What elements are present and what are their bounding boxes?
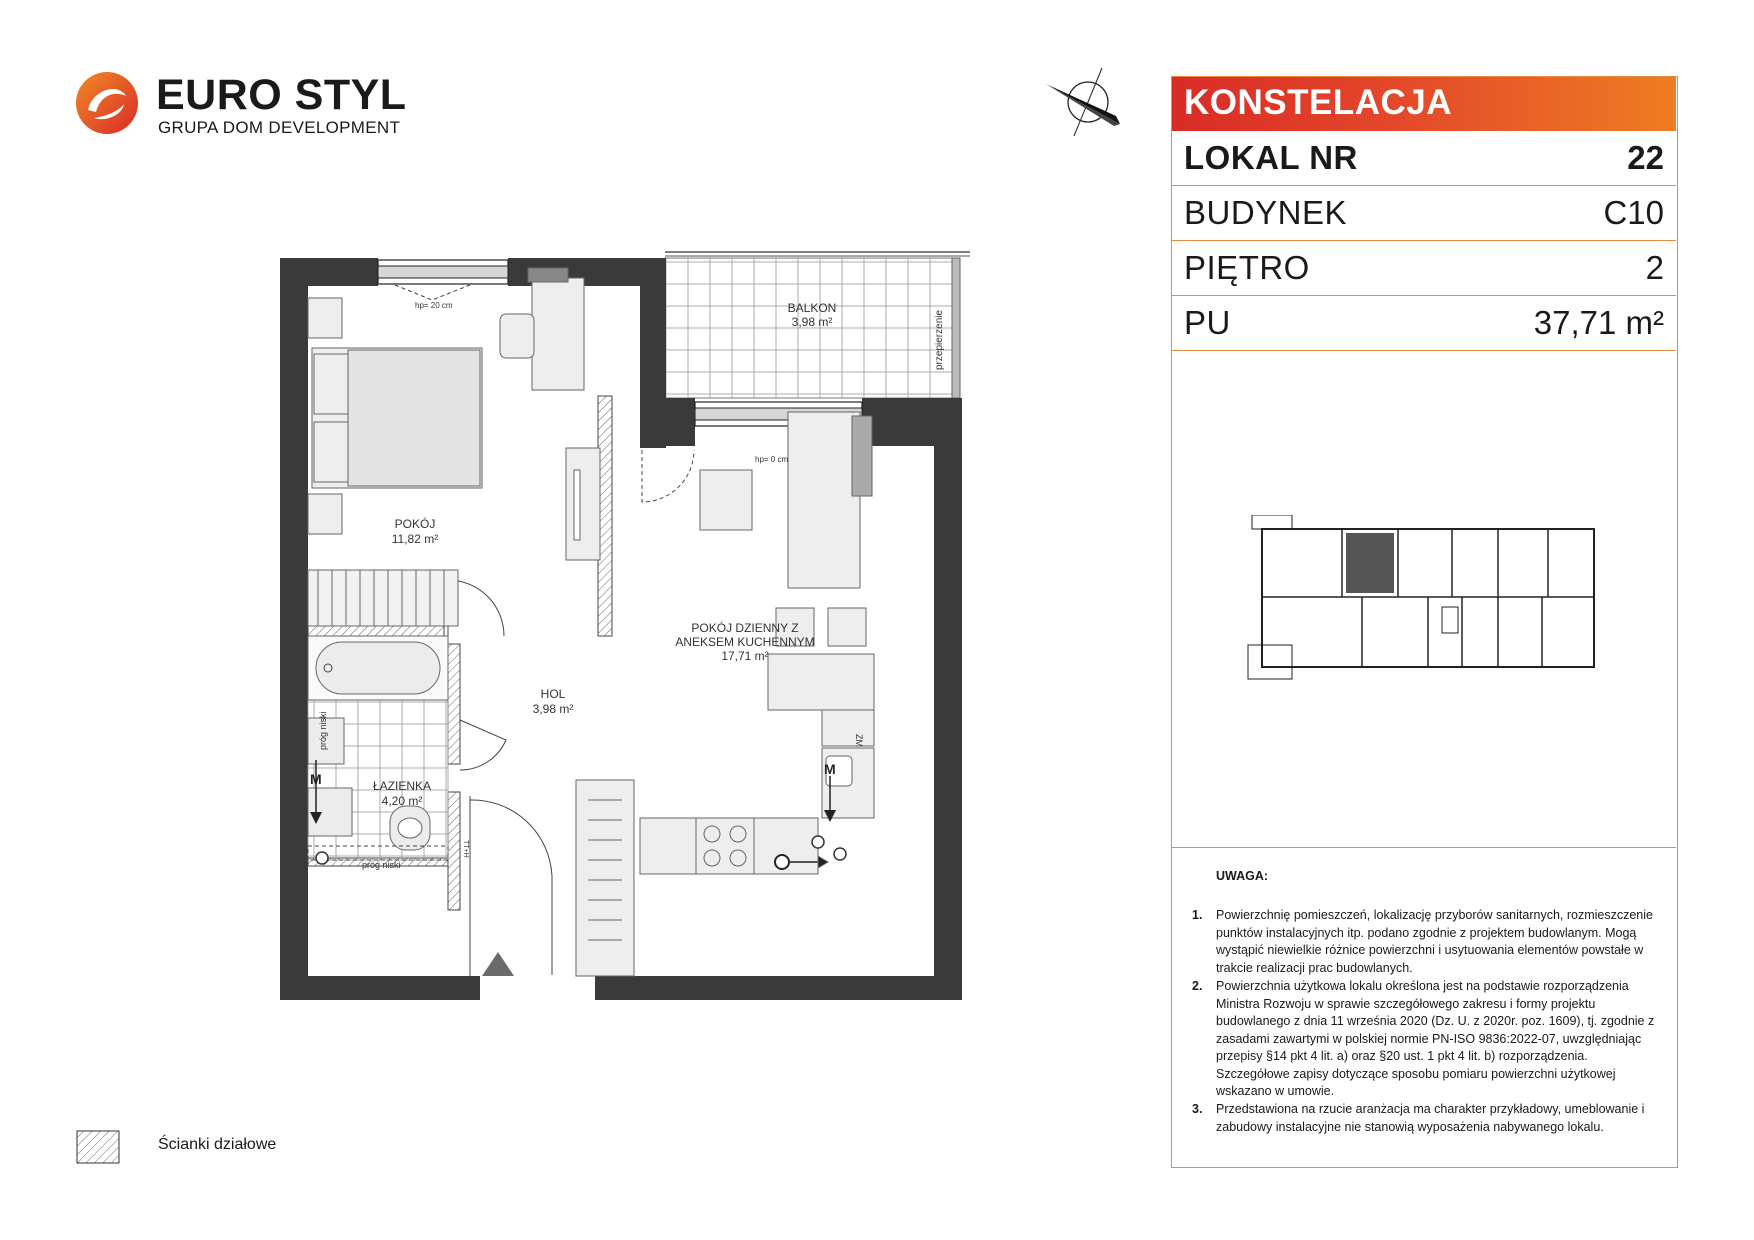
hp-annotation-1: hp= 20 cm (415, 301, 453, 310)
note-2-num: 2. (1192, 979, 1203, 993)
lazienka-area: 4,20 m² (381, 794, 423, 808)
eurostyl-logo-icon (74, 70, 140, 136)
row-budynek (1172, 186, 1676, 241)
balkon-name: BALKON (787, 301, 837, 315)
przepierzenie-label: przepierzenie (934, 309, 945, 370)
prog-label-1: próg niski (318, 711, 328, 750)
zm-label: ZM (854, 734, 864, 747)
row-pu (1172, 296, 1676, 351)
row-pu-value: 37,71 m² (1533, 304, 1664, 341)
row-pu-label: PU (1184, 304, 1231, 341)
info-panel (1171, 76, 1678, 1168)
pokoj-name: POKÓJ (394, 517, 436, 531)
note-2-text: Powierzchnia użytkowa lokalu określona jest na podstawie rozporządzenia Ministra Rozwoju w sprawie szczegółowego zakresu i formy projektu budowlanego z dnia 11 września 2020 (Dz. U. z 2020r. poz. 1609), tj. zgodnie z zasadami zawartymi w polskiej normie PN-ISO 9836:2022-07, uwzględniając przepisy §14 pkt 4 lit. a) oraz §20 ust. 1 pkt 4 lit. b) rozporządzenia. Szczegółowe zapisy dotyczące sposobu pomiaru powierzchni użytkowej wskazano w umowie. (1216, 979, 1655, 1098)
note-2 (1192, 978, 1656, 1101)
row-pietro (1172, 241, 1676, 296)
project-header (1172, 77, 1676, 131)
brand-logo (74, 70, 407, 142)
living-furniture (576, 412, 874, 976)
dzienny-line1: POKÓJ DZIENNY Z (691, 621, 799, 635)
meter-label-1: M (310, 771, 322, 787)
brand-name: EURO STYL (156, 71, 407, 119)
ttl-label: TT+H (462, 840, 469, 858)
pokoj-area: 11,82 m² (391, 532, 439, 546)
notes-title: UWAGA: (1216, 869, 1269, 883)
hp-annotation-2: hp= 0 cm (755, 455, 789, 464)
brand-subtitle: GRUPA DOM DEVELOPMENT (158, 118, 401, 137)
note-1-text: Powierzchnię pomieszczeń, lokalizację przyborów sanitarnych, rozmieszczenie punktów instalacyjnych itp. podano zgodnie z projektem budowlanym. Mogą wystąpić niewielkie różnice powierzchni i usytuowania elementów powstałe w trakcie realizacji prac budowlanych. (1216, 908, 1653, 975)
entrance-arrow-icon (482, 952, 514, 976)
north-arrow-icon (1044, 66, 1132, 140)
floor-plan (270, 240, 980, 1010)
dzienny-area: 17,71 m² (721, 649, 769, 663)
hol-area: 3,98 m² (532, 702, 574, 716)
note-3 (1192, 1101, 1656, 1136)
row-budynek-label: BUDYNEK (1184, 194, 1348, 231)
partition-legend-icon (76, 1130, 120, 1164)
row-lokal-value: 22 (1627, 139, 1664, 176)
building-key-plan (1242, 515, 1612, 687)
dzienny-line2: ANEKSEM KUCHENNYM (675, 635, 815, 649)
notes-divider (1172, 847, 1676, 848)
note-3-text: Przedstawiona na rzucie aranżacja ma charakter przykładowy, umeblowanie i zabudowy instalacyjne nie stanowią wyposażenia nabywanego lokalu. (1216, 1102, 1645, 1134)
prog-label-2: próg niski (362, 860, 401, 870)
lazienka-name: ŁAZIENKA (372, 779, 432, 793)
meter-label-2: M (824, 761, 836, 777)
row-lokal-label: LOKAL NR (1184, 139, 1358, 176)
project-name: KONSTELACJA (1184, 83, 1453, 122)
note-1-num: 1. (1192, 908, 1203, 922)
hol-name: HOL (540, 687, 566, 701)
row-pietro-value: 2 (1645, 249, 1664, 286)
note-1 (1192, 907, 1656, 977)
row-pietro-label: PIĘTRO (1184, 249, 1310, 286)
note-3-num: 3. (1192, 1102, 1203, 1116)
legend-label: Ścianki działowe (158, 1136, 277, 1153)
balkon-area: 3,98 m² (791, 315, 833, 329)
row-budynek-value: C10 (1603, 194, 1664, 231)
row-lokal (1172, 131, 1676, 186)
bedroom-furniture (308, 268, 600, 626)
